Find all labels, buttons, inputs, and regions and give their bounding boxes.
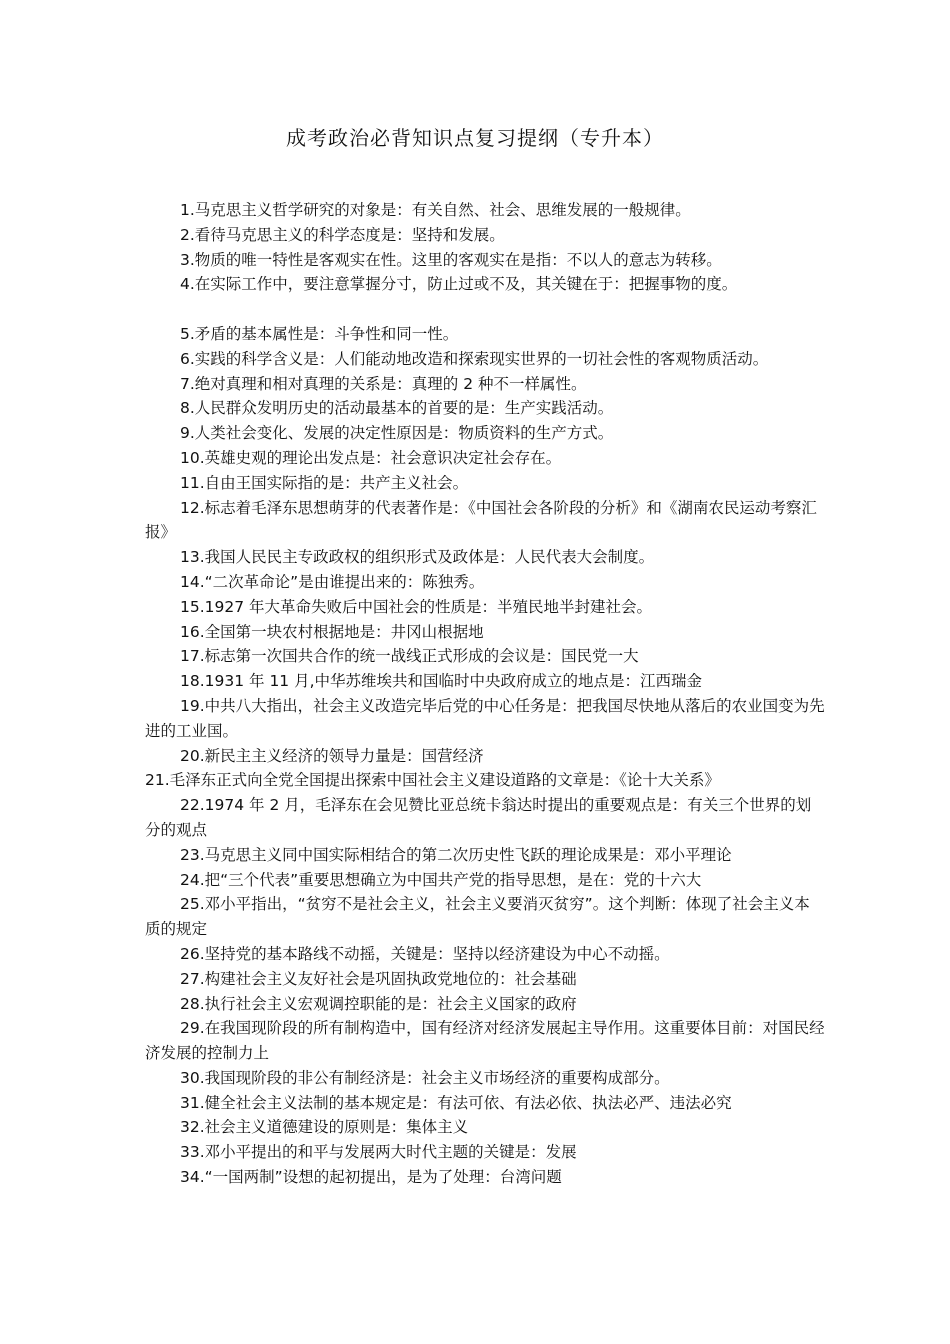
list-item: 8.人民群众发明历史的活动最基本的首要的是：生产实践活动。 [180,399,614,418]
paragraph-gap [145,297,825,322]
list-item: 5.矛盾的基本属性是：斗争性和同一性。 [180,324,459,343]
list-item: 28.执行社会主义宏观调控职能的是：社会主义国家的政府 [180,994,577,1013]
list-item: 30.我国现阶段的非公有制经济是：社会主义市场经济的重要构成部分。 [180,1068,670,1087]
list-item: 10.英雄史观的理论出发点是：社会意识决定社会存在。 [180,448,562,467]
document-title: 成考政治必背知识点复习提纲（专升本） [286,126,664,150]
list-item: 23.马克思主义同中国实际相结合的第二次历史性飞跃的理论成果是：邓小平理论 [180,845,732,864]
list-item: 12.标志着毛泽东思想萌芽的代表著作是：《中国社会各阶段的分析》和《湖南农民运动考察汇报》 [145,498,817,542]
list-item: 17.标志第一次国共合作的统一战线正式形成的会议是：国民党一大 [180,647,639,666]
list-item: 7.绝对真理和相对真理的关系是：真理的 2 种不一样属性。 [180,374,587,393]
list-item: 34.“一国两制”设想的起初提出，是为了处理：台湾问题 [180,1168,562,1187]
list-item: 4.在实际工作中，要注意掌握分寸，防止过或不及，其关键在于：把握事物的度。 [180,275,738,294]
list-item: 27.构建社会主义友好社会是巩固执政党地位的：社会基础 [180,969,577,988]
list-item: 22.1974 年 2 月，毛泽东在会见赞比亚总统卡翁达时提出的重要观点是：有关三个世界的划分的观点 [145,796,812,839]
list-item: 18.1931 年 11 月,中华苏维埃共和国临时中央政府成立的地点是：江西瑞金 [180,672,703,691]
list-item: 24.把“三个代表”重要思想确立为中国共产党的指导思想，是在：党的十六大 [180,870,702,889]
list-item: 25.邓小平指出，“贫穷不是社会主义，社会主义要消灭贫穷”。这个判断：体现了社会主义本质的规定 [145,895,810,939]
list-item: 19.中共八大指出，社会主义改造完毕后党的中心任务是：把我国尽快地从落后的农业国变为先进的工业国。 [145,696,825,740]
list-item: 21.毛泽东正式向全党全国提出探索中国社会主义建设道路的文章是：《论十大关系》 [145,771,720,790]
list-item: 32.社会主义道德建设的原则是：集体主义 [180,1118,469,1137]
list-item: 33.邓小平提出的和平与发展两大时代主题的关键是：发展 [180,1143,577,1162]
list-item: 20.新民主主义经济的领导力量是：国营经济 [180,746,484,765]
list-item: 1.马克思主义哲学研究的对象是：有关自然、社会、思维发展的一般规律。 [180,201,691,219]
list-item: 29.在我国现阶段的所有制构造中，国有经济对经济发展起主导作用。这重要体目前：对国民经济发展的控制力上 [145,1019,825,1063]
list-item: 13.我国人民民主专政政权的组织形式及政体是：人民代表大会制度。 [180,548,655,567]
list-item: 3.物质的唯一特性是客观实在性。这里的客观实在是指：不以人的意志为转移。 [180,250,722,269]
list-item: 26.坚持党的基本路线不动摇，关键是：坚持以经济建设为中心不动摇。 [180,944,670,963]
list-item: 11.自由王国实际指的是：共产主义社会。 [180,473,469,492]
list-item: 6.实践的科学含义是：人们能动地改造和探索现实世界的一切社会性的客观物质活动。 [180,349,769,368]
list-item: 14.“二次革命论”是由谁提出来的：陈独秀。 [180,572,485,591]
list-item: 2.看待马克思主义的科学态度是：坚持和发展。 [180,225,505,244]
list-item: 16.全国第一块农村根据地是：井冈山根据地 [180,622,484,641]
list-item: 15.1927 年大革命失败后中国社会的性质是：半殖民地半封建社会。 [180,597,653,616]
list-item: 31.健全社会主义法制的基本规定是：有法可依、有法必依、执法必严、违法必究 [180,1093,732,1112]
list-item: 9.人类社会变化、发展的决定性原因是：物质资料的生产方式。 [180,424,614,443]
document-body [145,198,825,1190]
